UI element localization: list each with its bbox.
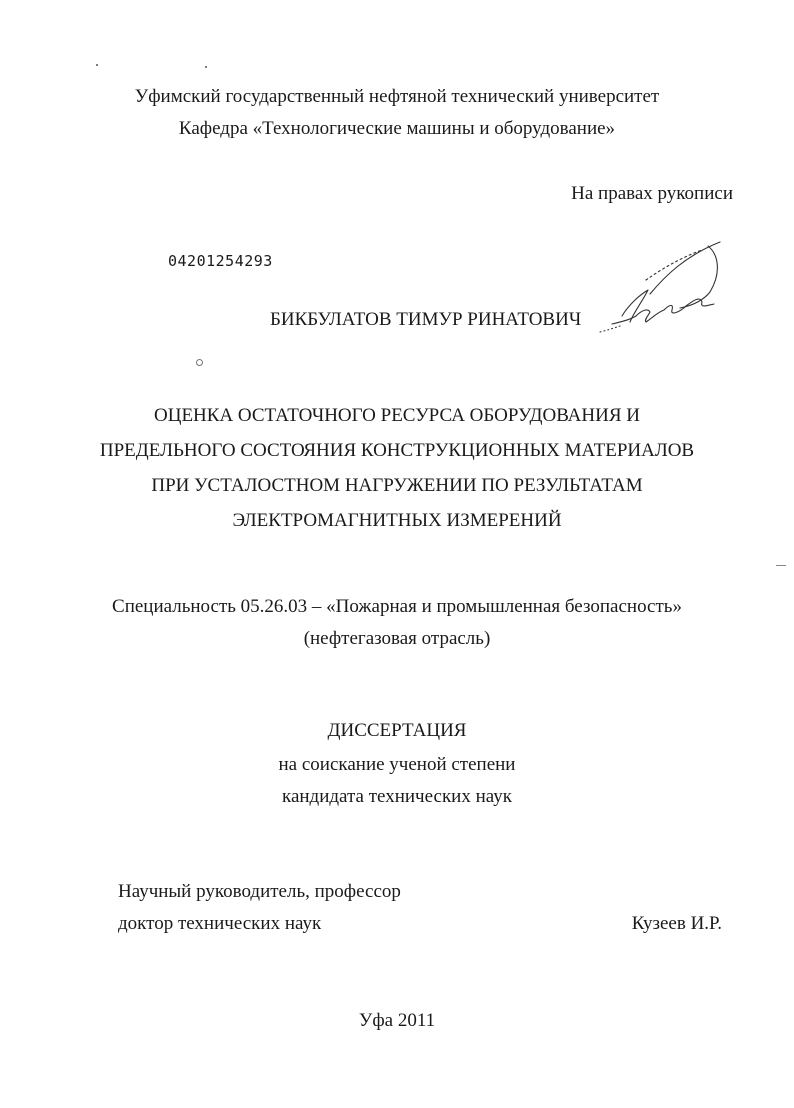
scan-speck — [196, 359, 203, 366]
title-line: ПРИ УСТАЛОСТНОМ НАГРУЖЕНИИ ПО РЕЗУЛЬТАТАМ — [151, 475, 643, 496]
work-type-field: кандидата технических наук — [282, 786, 512, 807]
dissertation-title — [0, 398, 794, 538]
scan-speck — [96, 64, 98, 66]
scan-speck — [205, 66, 207, 68]
catalog-number: 04201254293 — [168, 252, 273, 270]
author-name: БИКБУЛАТОВ ТИМУР РИНАТОВИЧ — [270, 309, 582, 330]
supervisor-degree: доктор технических наук — [118, 913, 322, 934]
university-name: Уфимский государственный нефтяной технический университет — [134, 86, 660, 107]
title-line: ОЦЕНКА ОСТАТОЧНОГО РЕСУРСА ОБОРУДОВАНИЯ И — [154, 405, 640, 426]
supervisor-name: Кузеев И.Р. — [631, 913, 722, 934]
title-line: ПРЕДЕЛЬНОГО СОСТОЯНИЯ КОНСТРУКЦИОННЫХ МАТЕРИАЛОВ — [99, 440, 695, 461]
city-year: Уфа 2011 — [358, 1010, 436, 1031]
supervisor-role: Научный руководитель, профессор — [118, 881, 401, 902]
work-type-heading: ДИССЕРТАЦИЯ — [327, 720, 467, 741]
specialty-line: Специальность 05.26.03 – «Пожарная и промышленная безопасность» — [112, 596, 682, 617]
specialty-branch: (нефтегазовая отрасль) — [303, 628, 491, 649]
title-line: ЭЛЕКТРОМАГНИТНЫХ ИЗМЕРЕНИЙ — [232, 510, 562, 531]
scan-mark — [776, 565, 786, 566]
author-signature — [590, 236, 730, 340]
work-type-degree: на соискание ученой степени — [278, 754, 516, 775]
department-name: Кафедра «Технологические машины и оборудование» — [178, 118, 616, 139]
rights-note: На правах рукописи — [571, 183, 733, 204]
